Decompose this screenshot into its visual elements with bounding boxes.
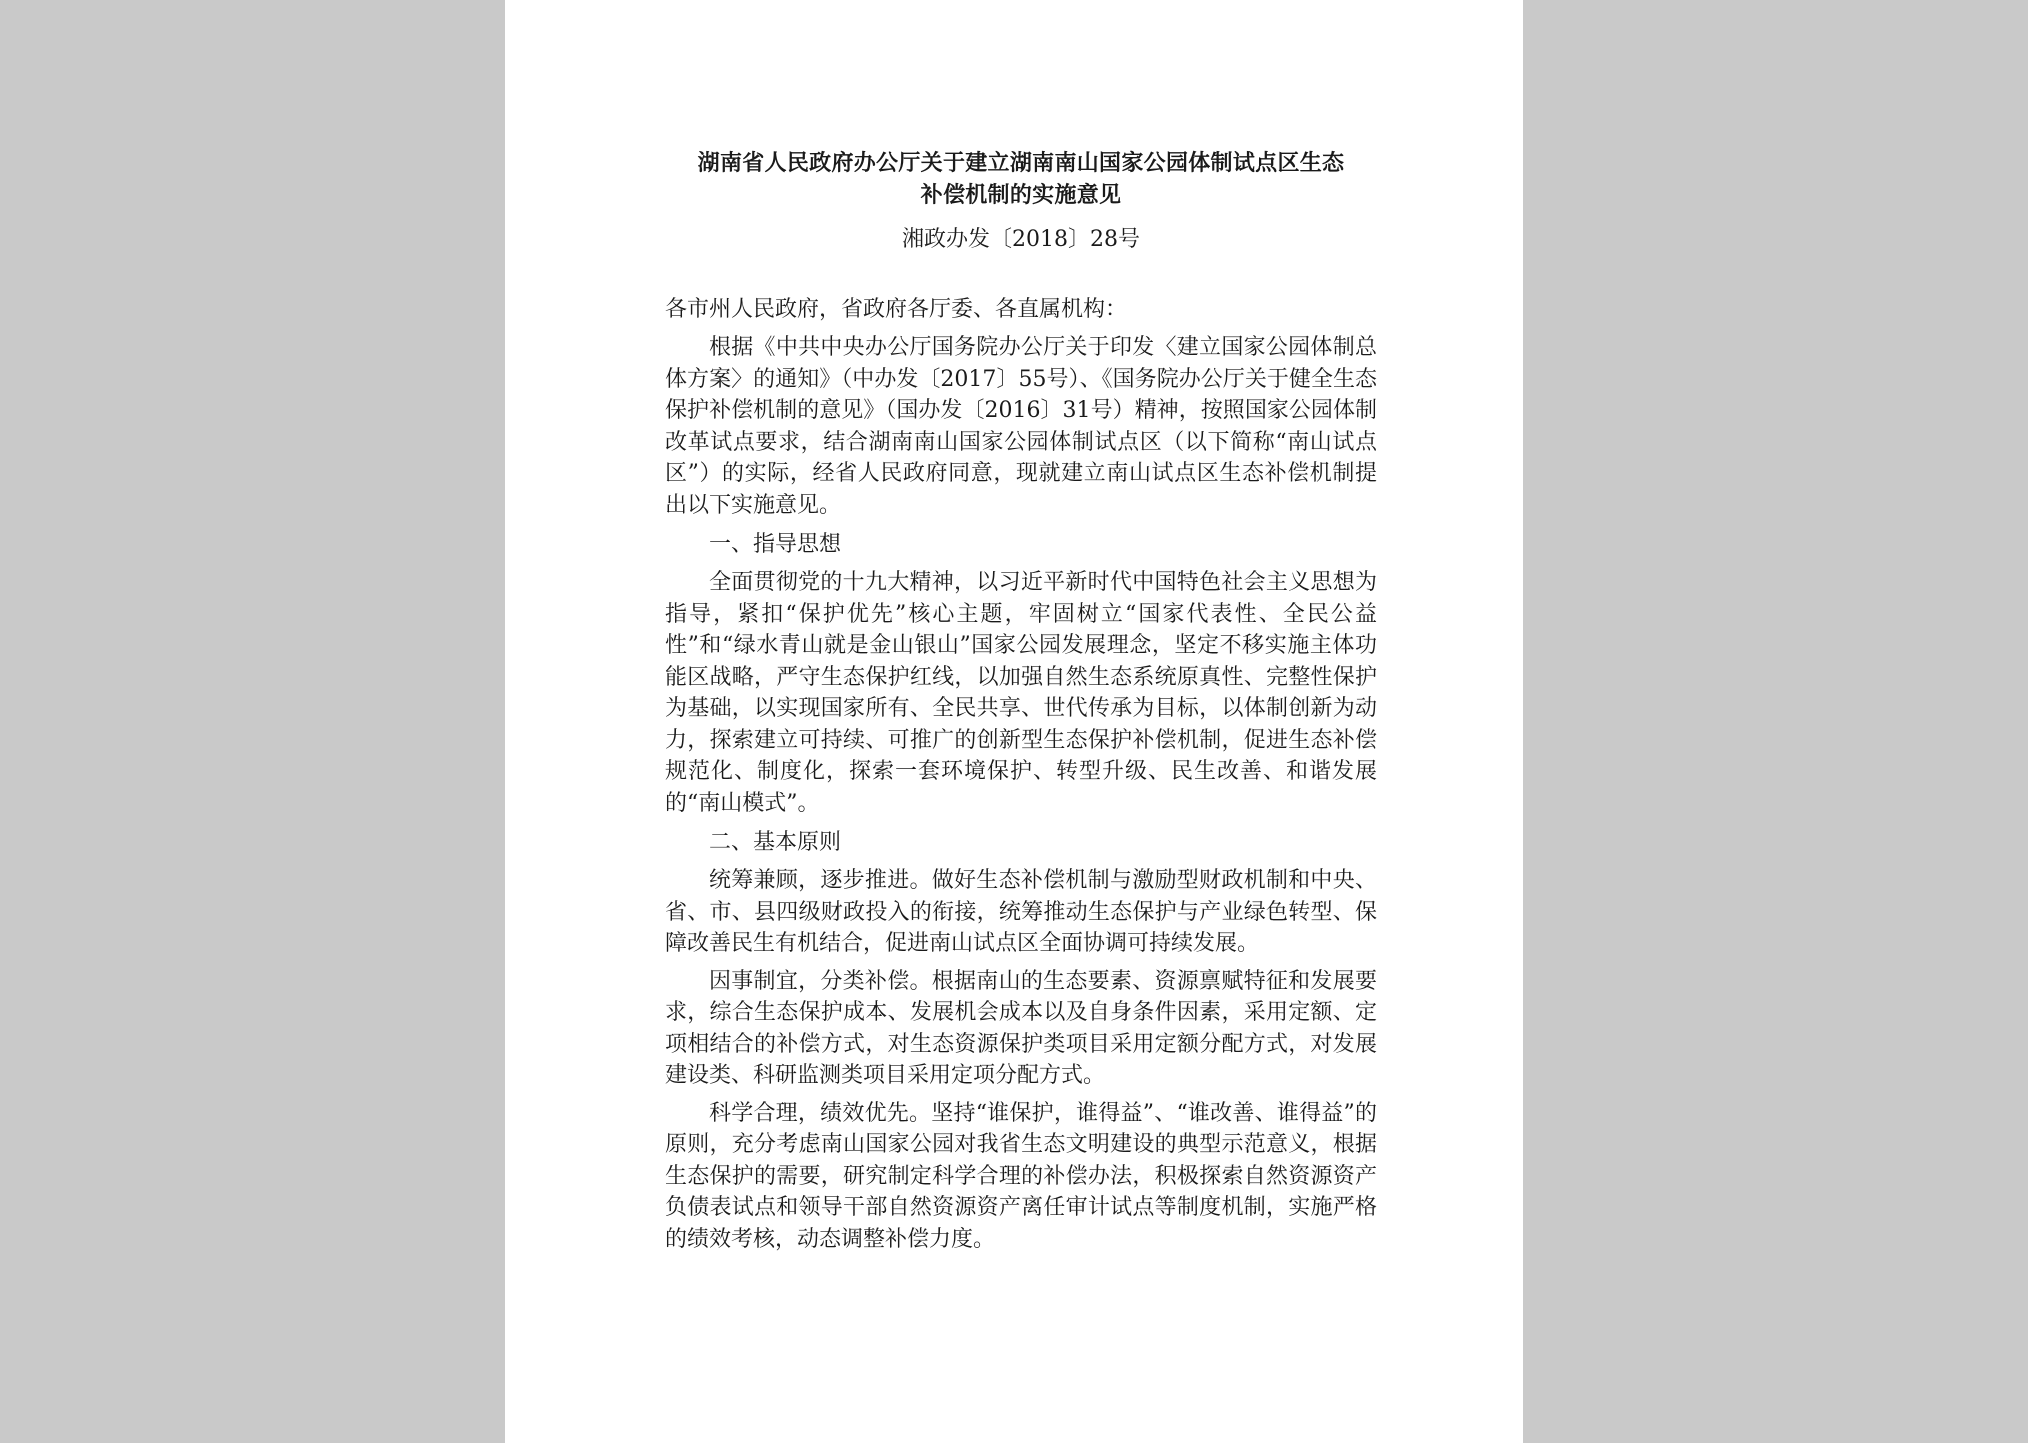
section-heading-basic-principles: 二、基本原则 bbox=[709, 830, 842, 855]
document-title-line-1: 湖南省人民政府办公厅关于建立湖南南山国家公园体制试点区生态 bbox=[697, 151, 1345, 176]
principle-paragraph-1: 统筹兼顾，逐步推进。做好生态补偿机制与激励型财政机制和中央、省、市、县四级财政投入的衔接，统筹推动生态保护与产业绿色转型、保障改善民生有机结合，促进南山试点区全面协调可持续发展。 bbox=[665, 868, 1377, 956]
salutation: 各市州人民政府，省政府各厅委、各直属机构： bbox=[665, 297, 1128, 322]
section-heading-guiding-ideology: 一、指导思想 bbox=[709, 532, 842, 557]
document-body bbox=[665, 148, 1377, 1255]
document-page bbox=[505, 0, 1523, 1443]
document-title-line-2: 补偿机制的实施意见 bbox=[920, 183, 1122, 208]
principle-paragraph-2: 因事制宜，分类补偿。根据南山的生态要素、资源禀赋特征和发展要求，综合生态保护成本、发展机会成本以及自身条件因素，采用定额、定项相结合的补偿方式，对生态资源保护类项目采用定额分配方式，对发展建设类、科研监测类项目采用定项分配方式。 bbox=[665, 968, 1377, 1088]
guiding-ideology-paragraph: 全面贯彻党的十九大精神，以习近平新时代中国特色社会主义思想为指导，紧扣“保护优先”核心主题，牢固树立“国家代表性、全民公益性”和“绿水青山就是金山银山”国家公园发展理念，坚定不移实施主体功能区战略，严守生态保护红线，以加强自然生态系统原真性、完整性保护为基础，以实现国家所有、全民共享、世代传承为目标，以体制创新为动力，探索建立可持续、可推广的创新型生态保护补偿机制，促进生态补偿规范化、制度化，探索一套环境保护、转型升级、民生改善、和谐发展的“南山模式”。 bbox=[665, 570, 1377, 816]
document-title bbox=[665, 148, 1377, 212]
document-number: 湘政办发〔2018〕28号 bbox=[902, 227, 1140, 252]
intro-paragraph: 根据《中共中央办公厅国务院办公厅关于印发〈建立国家公园体制总体方案〉的通知》（中办发〔2017〕55号）、《国务院办公厅关于健全生态保护补偿机制的意见》（国办发〔2016〕31号）精神，按照国家公园体制改革试点要求，结合湖南南山国家公园体制试点区（以下简称“南山试点区”）的实际，经省人民政府同意，现就建立南山试点区生态补偿机制提出以下实施意见。 bbox=[665, 335, 1377, 518]
principle-paragraph-3: 科学合理，绩效优先。坚持“谁保护，谁得益”、“谁改善、谁得益”的原则，充分考虑南山国家公园对我省生态文明建设的典型示范意义，根据生态保护的需要，研究制定科学合理的补偿办法，积极探索自然资源资产负债表试点和领导干部自然资源资产离任审计试点等制度机制，实施严格的绩效考核，动态调整补偿力度。 bbox=[665, 1100, 1377, 1252]
